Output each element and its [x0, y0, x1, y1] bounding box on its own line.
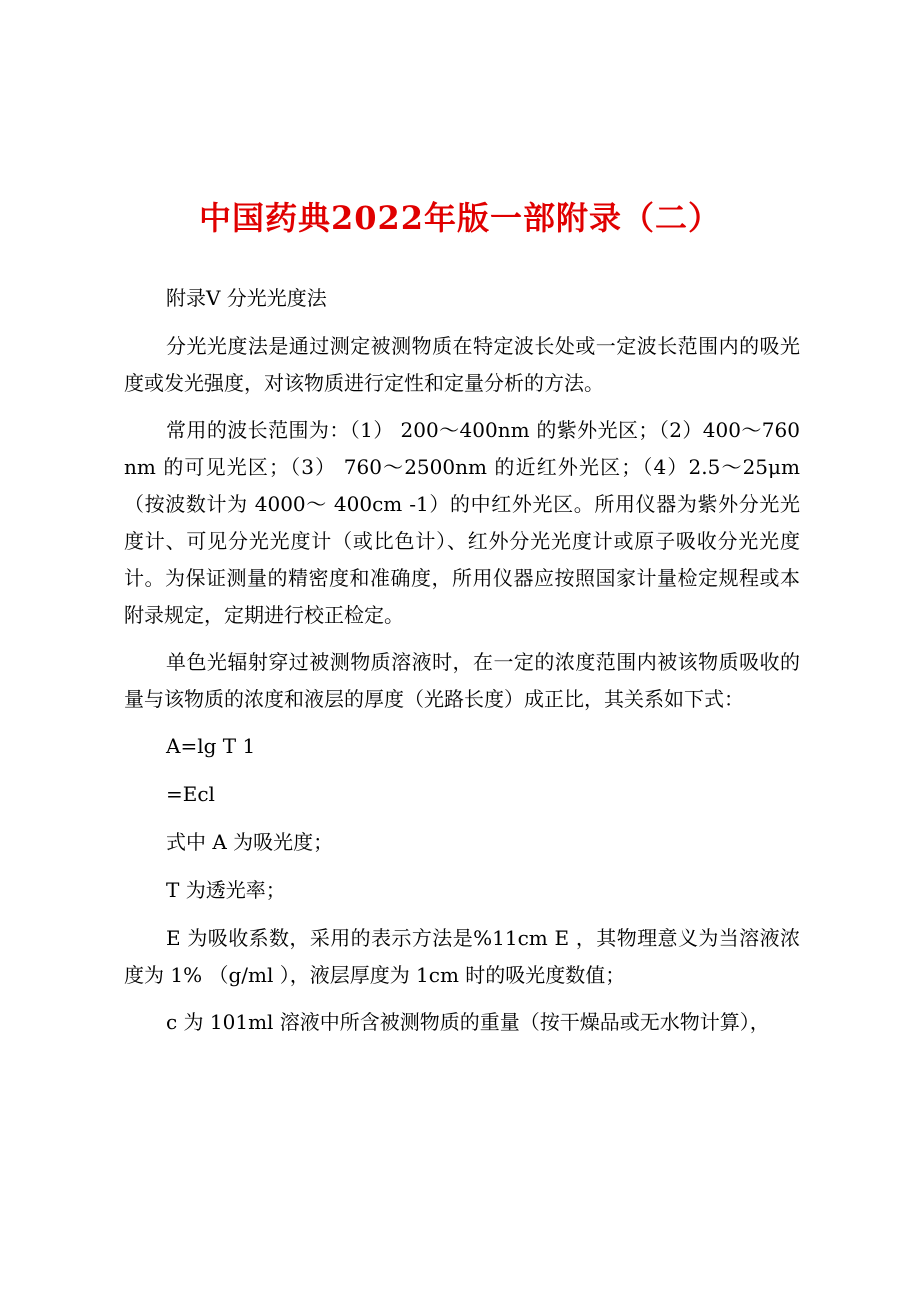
definition-c: c 为 101ml 溶液中所含被测物质的重量（按干燥品或无水物计算），	[166, 1010, 770, 1034]
definition-t: T 为透光率；	[166, 878, 286, 902]
formula-line-2: =Ecl	[166, 782, 215, 806]
definition-e: E 为吸收系数，采用的表示方法是%11cm E ，其物理意义为当溶液浓度为 1% （g/ml ），液层厚度为 1cm 时的吸光度数值；	[124, 926, 800, 987]
paragraph-beer-law: 单色光辐射穿过被测物质溶液时，在一定的浓度范围内被该物质吸收的量与该物质的浓度和液层的厚度（光路长度）成正比，其关系如下式：	[124, 650, 800, 711]
section-heading: 附录Ⅴ 分光光度法	[166, 286, 327, 310]
paragraph-wavelength-ranges: 常用的波长范围为：（1） 200～400nm 的紫外光区；（2）400～760nm 的可见光区；（3） 760～2500nm 的近红外光区；（4）2.5～25μm （按波数计为 4000～ 400cm -1）的中红外光区。所用仪器为紫外分光光度计、可见分光光度计（或比色计）、红外分光光度计或原子吸收分光光度计。为保证测量的精密度和准确度，所用仪器应按照国家计量检定规程或本附录规定，定期进行校正检定。	[124, 418, 800, 627]
document-title: 中国药典2022年版一部附录（二）	[198, 199, 722, 237]
paragraph-definition: 分光光度法是通过测定被测物质在特定波长处或一定波长范围内的吸光度或发光强度，对该物质进行定性和定量分析的方法。	[124, 334, 800, 395]
formula-line-1: A=lg T 1	[166, 734, 256, 758]
document-body	[124, 280, 800, 1051]
definition-a: 式中 A 为吸光度；	[166, 830, 334, 854]
